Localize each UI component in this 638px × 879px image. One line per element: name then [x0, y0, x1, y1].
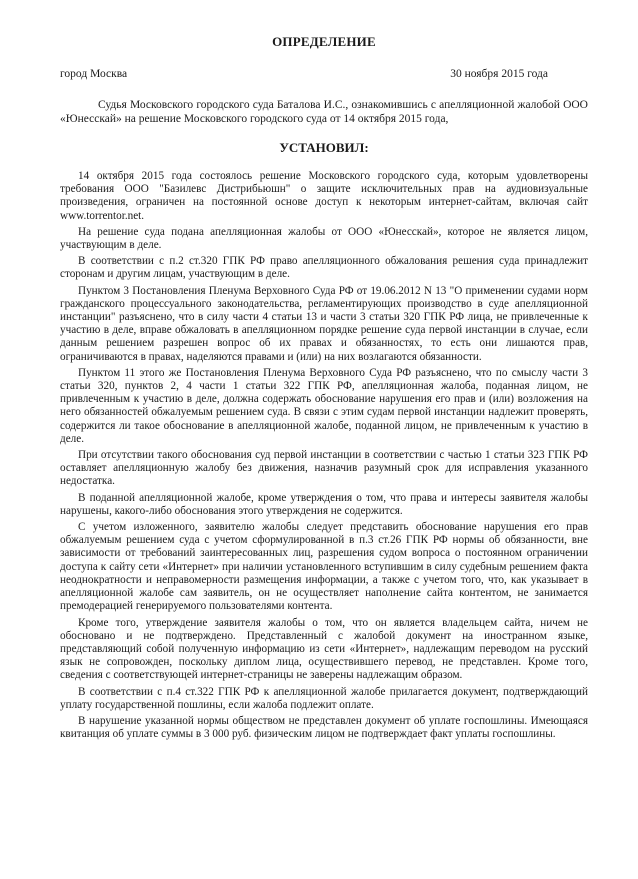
paragraph: Кроме того, утверждение заявителя жалобы о том, что он является владельцем сайта, ничем не обосновано и не подтверждено. Представленный с жалобой документ на иностранном языке, представляющий собой полученную информацию из сети «Интернет», надлежащим переводом на русский язык не сопровожден, поскольку диплом лица, осуществившего перевод, не представлен. Кроме того, сведения с соответствующей интернет-страницы не заверены надлежащим образом.: [60, 616, 588, 682]
paragraph: Пунктом 3 Постановления Пленума Верховного Суда РФ от 19.06.2012 N 13 "О применении судами норм гражданского процессуального законодательства, регламентирующих производство в суде апелляционной инстанции" разъяснено, что в силу части 4 статьи 13 и части 3 статьи 320 ГПК РФ лица, не привлеченные к участию в деле, вправе обжаловать в апелляционном порядке решение суда первой инстанции в случае, если данным решением разрешен вопрос об их правах и обязанностях, то есть они лишаются прав, ограничиваются в правах, наделяются правами и (или) на них возлагаются обязанности.: [60, 284, 588, 363]
city: город Москва: [60, 68, 128, 80]
paragraph: В соответствии с п.4 ст.322 ГПК РФ к апелляционной жалобе прилагается документ, подтверждающий уплату государственной пошлины, если жалоба подлежит оплате.: [60, 685, 588, 711]
city-date-line: [60, 68, 548, 80]
intro-paragraph: Судья Московского городского суда Баталова И.С., ознакомившись с апелляционной жалобой ООО «Юнесскай» на решение Московского городского суда от 14 октября 2015 года,: [60, 99, 588, 125]
document-date: 30 ноября 2015 года: [450, 68, 548, 80]
paragraph: Пунктом 11 этого же Постановления Пленума Верховного Суда РФ разъяснено, что по смыслу части 3 статьи 320, пунктов 2, 4 части 1 статьи 322 ГПК РФ, апелляционная жалоба, поданная лицом, не привлеченным к участию в деле, должна содержать обоснование нарушения его прав и (или) возложения на него обязанностей обжалуемым решением суда. В связи с этим судам первой инстанции надлежит проверять, содержится ли такое обоснование в апелляционной жалобе, поданной лицом, не привлеченным к участию в деле.: [60, 366, 588, 445]
paragraph: В соответствии с п.2 ст.320 ГПК РФ право апелляционного обжалования решения суда принадлежит сторонам и другим лицам, участвующим в деле.: [60, 255, 588, 281]
paragraph: На решение суда подана апелляционная жалобы от ООО «Юнесскай», которое не является лицом, участвующим в деле.: [60, 225, 588, 252]
document-title: ОПРЕДЕЛЕНИЕ: [272, 34, 376, 49]
paragraph: С учетом изложенного, заявителю жалобы следует представить обоснование нарушения его прав обжалуемым решением суда с учетом сформулированной в п.3 ст.26 ГПК РФ нормы об обязанности, вне зависимости от требований заинтересованных лиц, разрешения судом вопроса о постоянном ограничении доступа к сайту сети «Интернет» при наличии установленного вступившим в силу судебным решением факта неоднократности и неправомерности размещения информации, а также с учетом того, что, как указывает в апелляционной жалобе сам заявитель, он не осуществляет наполнение сайта контентом, не занимается премодерацией генерируемого пользователями контента.: [60, 521, 588, 613]
paragraph: В поданной апелляционной жалобе, кроме утверждения о том, что права и интересы заявителя жалобы нарушены, какого-либо обоснования этого утверждения не содержится.: [60, 491, 588, 517]
paragraph: В нарушение указанной нормы обществом не представлен документ об уплате госпошлины. Имеющаяся квитанция об уплате суммы в 3 000 руб. физическим лицом не подтверждает факт уплаты госпошлины.: [60, 714, 588, 741]
section-title: УСТАНОВИЛ:: [279, 140, 369, 155]
paragraph: 14 октября 2015 года состоялось решение Московского городского суда, которым удовлетворены требования ООО "Базилевс Дистрибьюшн" о защите исключительных прав на аудиовизуальные произведения, ограничен на постоянной основе доступ к некоторым интернет-сайтам, включая сайт www.torrentor.net.: [60, 170, 588, 222]
paragraph: При отсутствии такого обоснования суд первой инстанции в соответствии с частью 1 статьи 323 ГПК РФ оставляет апелляционную жалобу без движения, назначив разумный срок для исправления указанного недостатка.: [60, 449, 588, 488]
